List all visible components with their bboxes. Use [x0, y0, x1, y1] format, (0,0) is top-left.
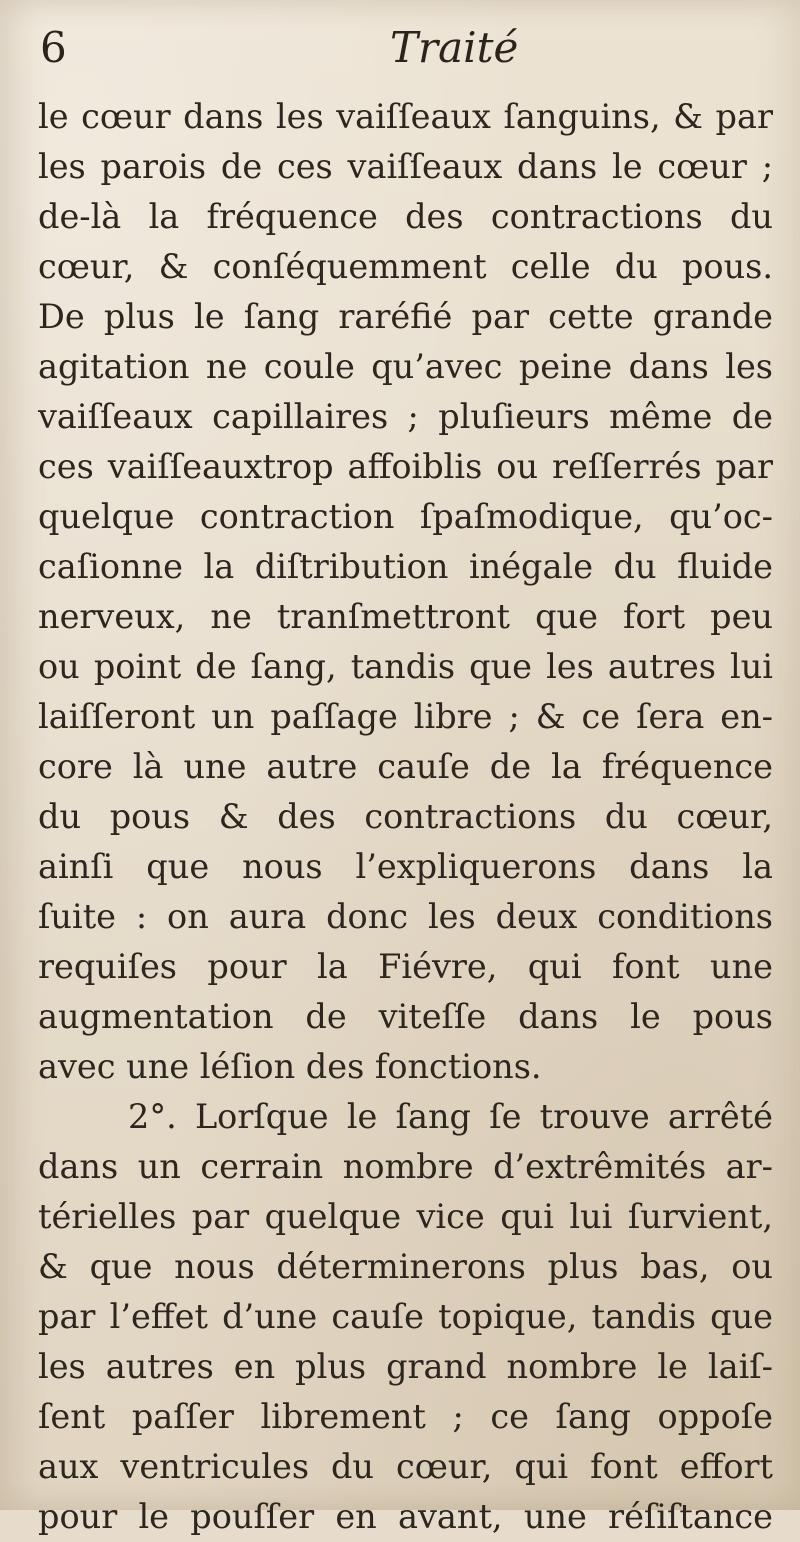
text-line: core là une autre cauſe de la fréquence — [38, 747, 773, 786]
text-line: quelque contraction ſpaſmodique, qu’oc- — [38, 497, 773, 536]
text-line: térielles par quelque vice qui lui ſurvient, — [38, 1197, 773, 1236]
text-line: ainſi que nous l’expliquerons dans la — [38, 847, 773, 886]
page-number: 6 — [40, 23, 68, 72]
text-line: avec une léſion des fonctions. — [38, 1047, 542, 1086]
text-line: ces vaiſſeauxtrop affoiblis ou reſſerrés par — [38, 447, 773, 486]
text-line: ſuite : on aura donc les deux conditions — [38, 897, 773, 936]
text-line: ou point de ſang, tandis que les autres lui — [38, 647, 773, 686]
running-title: Traité — [390, 23, 519, 72]
page-header — [0, 18, 800, 78]
text-line: aux ventricules du cœur, qui font effort — [38, 1447, 773, 1486]
text-line: augmentation de viteſſe dans le pous — [38, 997, 773, 1036]
text-line: requiſes pour la Fiévre, qui font une — [38, 947, 773, 986]
text-line: De plus le ſang raréfié par cette grande — [38, 297, 773, 336]
text-line: par l’effet d’une cauſe topique, tandis que — [38, 1297, 773, 1336]
text-line: agitation ne coule qu’avec peine dans les — [38, 347, 773, 386]
text-line: laiſſeront un paſſage libre ; & ce ſera en- — [38, 697, 773, 736]
text-line: du pous & des contractions du cœur, — [38, 797, 773, 836]
text-line: vaiſſeaux capillaires ; pluſieurs même de — [38, 397, 773, 436]
text-line: de-là la fréquence des contractions du — [38, 197, 773, 236]
text-line: pour le pouſſer en avant, une réſiſtance — [38, 1497, 773, 1536]
text-line: caſionne la diſtribution inégale du fluide — [38, 547, 773, 586]
text-line: les autres en plus grand nombre le laiſ- — [38, 1347, 773, 1386]
text-line: 2°. Lorſque le ſang ſe trouve arrêté — [128, 1097, 773, 1136]
text-line: dans un cerrain nombre d’extrêmités ar- — [38, 1147, 773, 1186]
text-line: nerveux, ne tranſmettront que fort peu — [38, 597, 773, 636]
body-text — [38, 92, 773, 1542]
text-line: cœur, & conſéquemment celle du pous. — [38, 247, 773, 286]
text-line: les parois de ces vaiſſeaux dans le cœur ; — [38, 147, 773, 186]
text-line: ſent paſſer librement ; ce ſang oppoſe — [38, 1397, 773, 1436]
text-line: & que nous déterminerons plus bas, ou — [38, 1247, 773, 1286]
text-line: le cœur dans les vaiſſeaux ſanguins, & par — [38, 97, 773, 136]
